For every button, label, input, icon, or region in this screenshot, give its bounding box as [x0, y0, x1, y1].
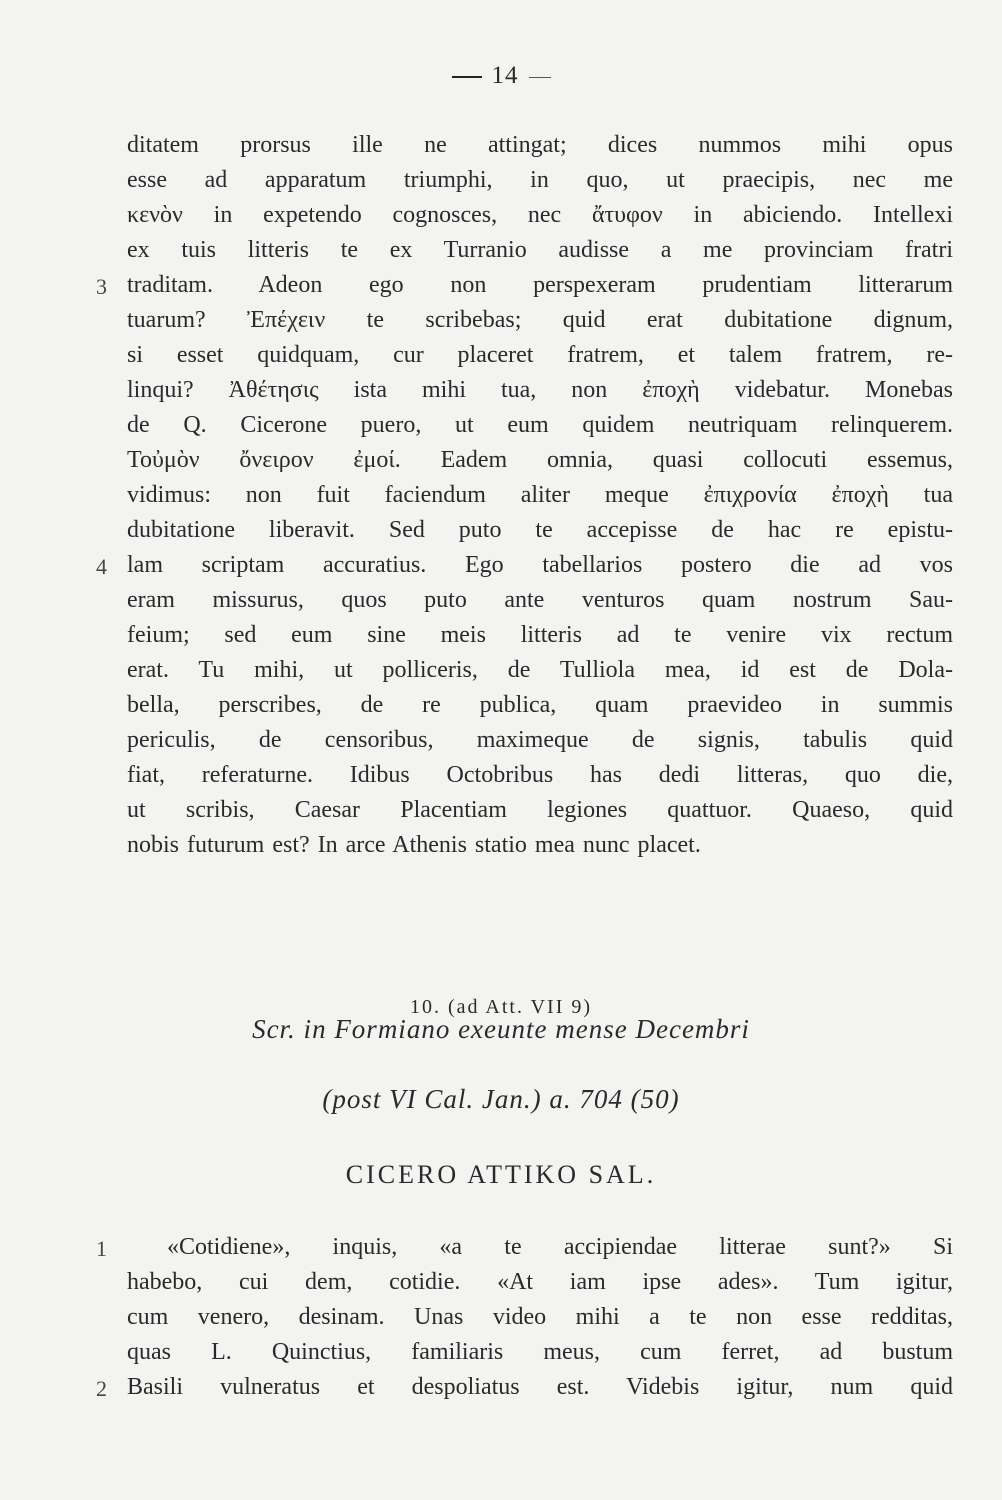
page-number-header	[0, 62, 1002, 90]
letter-date: (post VI Cal. Jan.) a. 704 (50)	[322, 1084, 680, 1114]
text-line: si esset quidquam, cur placeret fratrem, et talem fratrem, re-	[127, 342, 953, 368]
page-number: 14	[491, 62, 519, 89]
text-line: quas L. Quinctius, familiaris meus, cum ferret, ad bustum	[127, 1339, 953, 1365]
text-line: nobis futurum est? In arce Athenis statio mea nunc placet.	[127, 832, 701, 858]
text-line: vidimus: non fuit faciendum aliter meque ἐπιχρονία ἐποχὴ tua	[127, 482, 953, 508]
text-line: bella, perscribes, de re publica, quam praevideo in summis	[127, 692, 953, 718]
text-line: ditatem prorsus ille ne attingat; dices nummos mihi opus	[127, 132, 953, 158]
text-line: Τοὐμὸν ὄνειρον ἐμοί. Eadem omnia, quasi collocuti essemus,	[127, 447, 953, 473]
text-line: periculis, de censoribus, maximeque de signis, tabulis quid	[127, 727, 953, 753]
text-line: habebo, cui dem, cotidie. «At iam ipse ades». Tum igitur,	[127, 1269, 953, 1295]
text-line: κενὸν in expetendo cognosces, nec ἄτυφον in abiciendo. Intellexi	[127, 202, 953, 228]
text-line: tuarum? Ἐπέχειν te scribebas; quid erat dubitatione dignum,	[127, 307, 953, 333]
text-line: feium; sed eum sine meis litteris ad te venire vix rectum	[127, 622, 953, 648]
text-line: ex tuis litteris te ex Turranio audisse a me provinciam fratri	[127, 237, 953, 263]
section-number: 2	[96, 1376, 107, 1401]
letter-number: 10. (ad Att. VII 9)	[409, 996, 593, 1018]
letter-greeting: CICERO ATTIKO SAL.	[345, 1160, 657, 1189]
header-dash-left	[452, 76, 482, 78]
section-number: 1	[96, 1236, 107, 1261]
text-line: de Q. Cicerone puero, ut eum quidem neutriquam relinquerem.	[127, 412, 953, 438]
text-line: lam scriptam accuratius. Ego tabellarios postero die ad vos	[127, 552, 953, 578]
text-line: esse ad apparatum triumphi, in quo, ut praecipis, nec me	[127, 167, 953, 193]
letter-place: Scr. in Formiano exeunte mense Decembri	[252, 1014, 750, 1044]
text-line: fiat, referaturne. Idibus Octobribus has dedi litteras, quo die,	[127, 762, 953, 788]
section-number: 3	[96, 274, 107, 299]
text-line: erat. Tu mihi, ut polliceris, de Tulliola mea, id est de Dola-	[127, 657, 953, 683]
header-dash-right	[529, 77, 551, 78]
text-line: traditam. Adeon ego non perspexeram prudentiam litterarum	[127, 272, 953, 298]
section-number: 4	[96, 554, 107, 579]
text-line: dubitatione liberavit. Sed puto te accepisse de hac re epistu-	[127, 517, 953, 543]
text-line: eram missurus, quos puto ante venturos quam nostrum Sau-	[127, 587, 953, 613]
text-line: cum venero, desinam. Unas video mihi a te non esse redditas,	[127, 1304, 953, 1330]
text-line: «Cotidiene», inquis, «a te accipiendae litterae sunt?» Si	[167, 1234, 953, 1260]
text-line: Basili vulneratus et despoliatus est. Videbis igitur, num quid	[127, 1374, 953, 1400]
text-line: linqui? Ἀθέτησις ista mihi tua, non ἐποχὴ videbatur. Monebas	[127, 377, 953, 403]
text-line: ut scribis, Caesar Placentiam legiones quattuor. Quaeso, quid	[127, 797, 953, 823]
